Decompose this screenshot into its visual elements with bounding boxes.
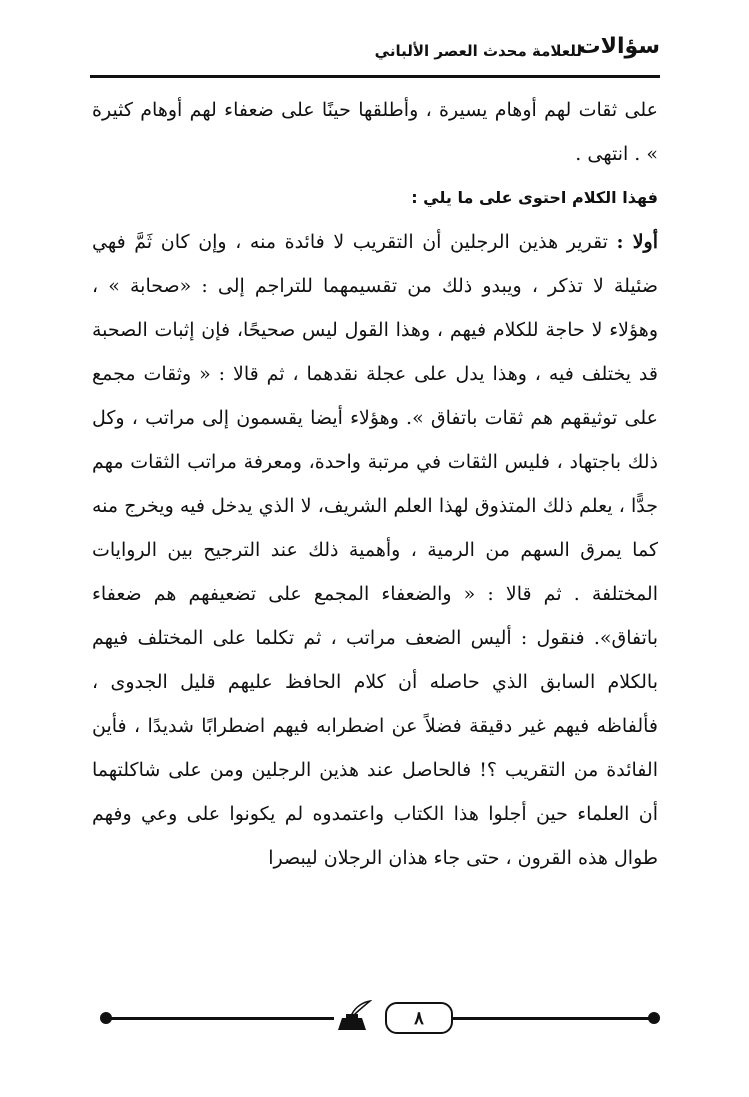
paragraph-first-point [92, 220, 658, 880]
point-lead: أولا : [616, 231, 659, 253]
paragraph-continuation: على ثقات لهم أوهام يسيرة ، وأطلقها حينًا على ضعفاء لهم أوهام كثيرة » . انتهى . [92, 99, 658, 165]
book-subtitle: للعلامة محدث العصر الألباني [374, 42, 582, 60]
header-rule [90, 75, 660, 78]
page-number: ٨ [385, 1002, 453, 1034]
book-title: سؤالات [578, 34, 660, 59]
footer-dot-right [648, 1012, 660, 1024]
page-footer [100, 998, 660, 1038]
section-heading: فهذا الكلام احتوى على ما يلي : [411, 188, 658, 207]
page-body [92, 88, 658, 880]
footer-line-right [452, 1017, 652, 1020]
inkpot-icon [332, 1000, 372, 1032]
point-text: تقرير هذين الرجلين أن التقريب لا فائدة منه ، وإن كان ثَمَّ فهي ضئيلة لا تذكر ، ويبدو ذلك من تقسيمهما للتراجم إلى : «صحابة » ، وهؤلاء لا حاجة للكلام فيهم ، وهذا القول ليس صحيحًا، فإن إثبات الصحبة قد يختلف فيه ، وهذا يدل على عجلة نقدهما ، ثم قالا : « وثقات مجمع على توثيقهم هم ثقات باتفاق ». وهؤلاء أيضا يقسمون إلى مراتب ، وكل ذلك باجتهاد ، فليس الثقات في مرتبة واحدة، ومعرفة مراتب الثقات مهم جدًّا ، يعلم ذلك المتذوق لهذا العلم الشريف، لا الذي يدخل فيه ويخرج منه كما يمرق السهم من الرمية ، وأهمية ذلك عند الترجيح بين الروايات المختلفة . ثم قالا : « والضعفاء المجمع على تضعيفهم هم ضعفاء باتفاق». فنقول : أليس الضعف مراتب ، ثم تكلما على المختلف فيهم بالكلام السابق الذي حاصله أن كلام الحافظ عليهم قليل الجدوى ، فألفاظه فيهم غير دقيقة فضلاً عن اضطرابه فيهم اضطرابًا شديدًا ، فأين الفائدة من التقريب ؟! فالحاصل عند هذين الرجلين ومن على شاكلتهما أن العلماء حين أجلوا هذا الكتاب واعتمدوه لم يكونوا على وعي وفهم طوال هذه القرون ، حتى جاء هذان الرجلان ليبصرا [92, 231, 658, 869]
footer-line-left [108, 1017, 334, 1020]
page-header [90, 30, 660, 78]
